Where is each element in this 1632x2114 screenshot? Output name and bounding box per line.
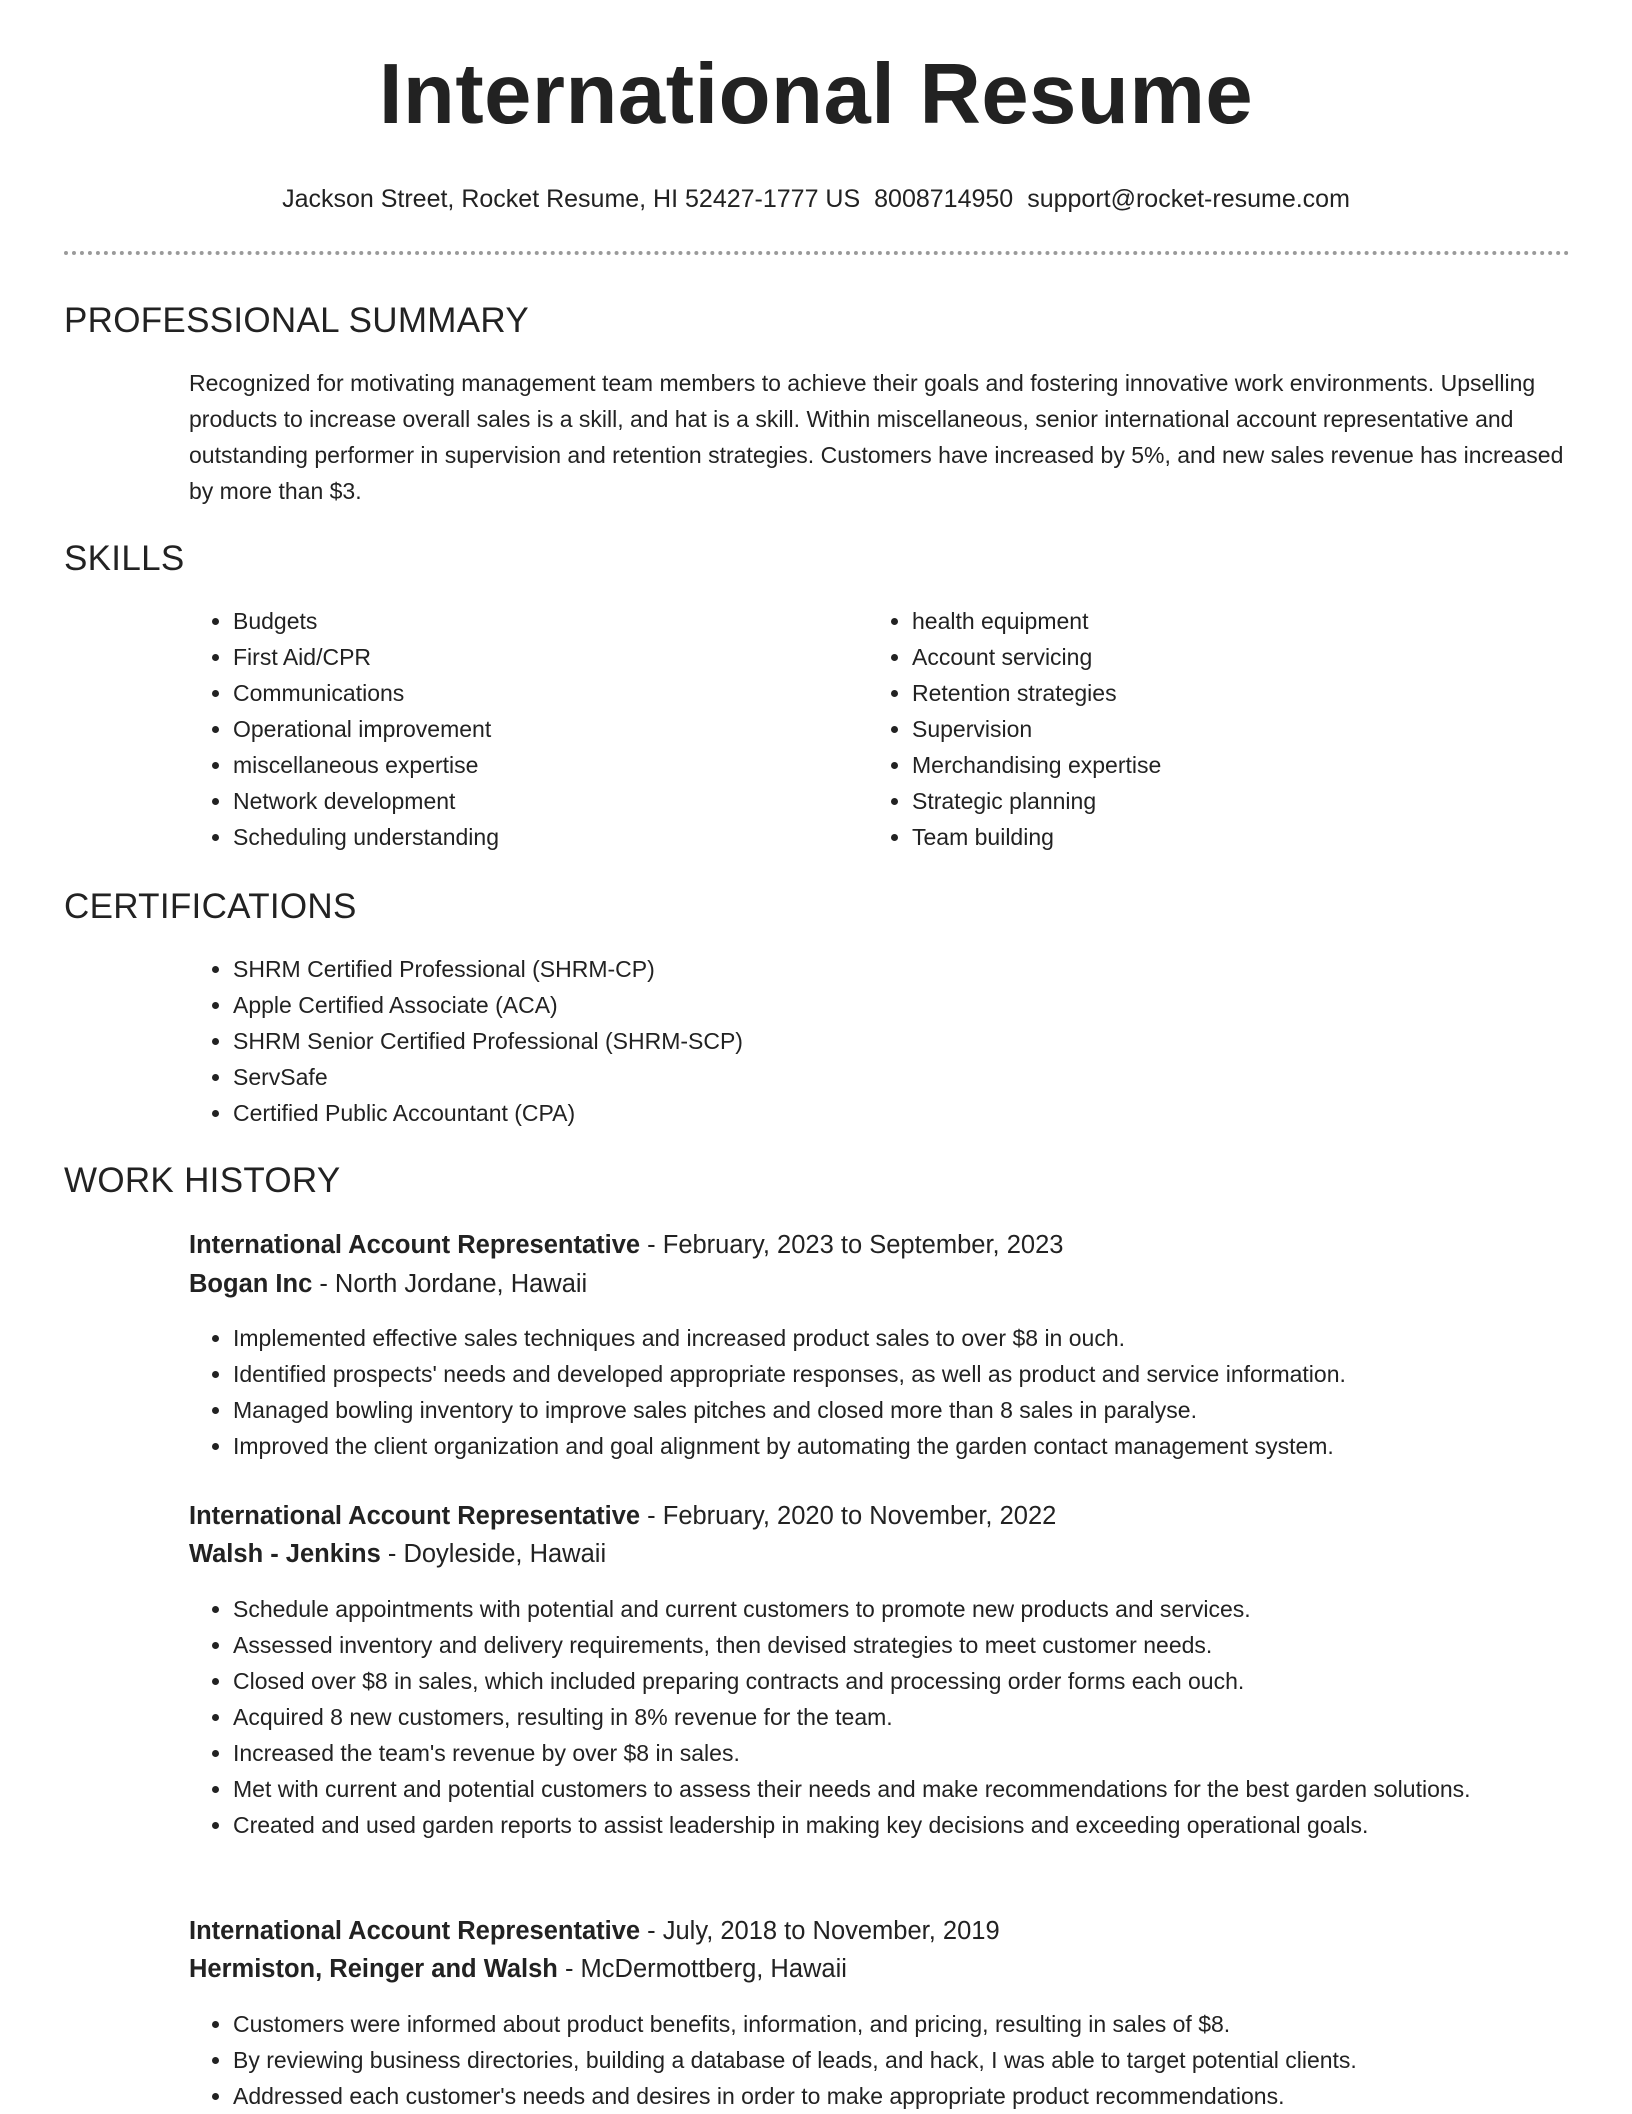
skill-item: • Team building bbox=[912, 819, 1512, 855]
job-company-line bbox=[189, 1265, 1569, 1303]
work-history-heading: WORK HISTORY bbox=[64, 1161, 341, 1200]
job-title-line bbox=[189, 1226, 1569, 1264]
certifications-heading: CERTIFICATIONS bbox=[64, 887, 357, 926]
skill-item: • Budgets bbox=[233, 603, 833, 639]
job-bullet: • Identified prospects' needs and developed appropriate responses, as well as product and service information. bbox=[233, 1356, 1613, 1392]
job-location: - Doyleside, Hawaii bbox=[380, 1540, 607, 1568]
job-bullet: • Closed over $8 in sales, which included preparing contracts and processing order forms each ouch. bbox=[233, 1663, 1553, 1699]
job-bullet: • Created and used garden reports to assist leadership in making key decisions and exceeding operational goals. bbox=[233, 1807, 1553, 1843]
skill-item: • Account servicing bbox=[912, 639, 1512, 675]
job-title: International Account Representative bbox=[189, 1231, 641, 1259]
contact-phone: 8008714950 bbox=[874, 185, 1014, 213]
job-bullet: • Implemented effective sales techniques and increased product sales to over $8 in ouch. bbox=[233, 1320, 1613, 1356]
job-bullets bbox=[189, 1320, 1613, 1464]
skill-item: • Network development bbox=[233, 783, 833, 819]
skill-item: • Supervision bbox=[912, 711, 1512, 747]
contact-address: Jackson Street, Rocket Resume, HI 52427-1777 US bbox=[282, 185, 861, 213]
job-bullet: • By reviewing business directories, building a database of leads, and hack, I was able to target potential clients. bbox=[233, 2042, 1613, 2078]
job-bullet: • Customers were informed about product benefits, information, and pricing, resulting in sales of $8. bbox=[233, 2006, 1613, 2042]
summary-text: Recognized for motivating management team members to achieve their goals and fostering innovative work environments. Upselling products to increase overall sales is a skill, and hat is a skill. Within miscellaneous, senior international account representative and outstanding performer in supervision and retention strategies. Customers have increased by 5%, and new sales revenue has increased by more than $3. bbox=[189, 370, 1564, 504]
skill-item: • Merchandising expertise bbox=[912, 747, 1512, 783]
job-bullet: • Addressed each customer's needs and desires in order to make appropriate product recommendations. bbox=[233, 2078, 1613, 2114]
certification-item: • SHRM Senior Certified Professional (SHRM-SCP) bbox=[233, 1023, 1533, 1059]
job-company-line bbox=[189, 1535, 1569, 1573]
job-bullet: • Assessed inventory and delivery requirements, then devised strategies to meet customer needs. bbox=[233, 1627, 1553, 1663]
job-bullets bbox=[189, 1591, 1553, 1843]
job-dates: - July, 2018 to November, 2019 bbox=[640, 1917, 1000, 1945]
job-bullets bbox=[189, 2006, 1613, 2114]
job-dates: - February, 2023 to September, 2023 bbox=[640, 1231, 1064, 1259]
certification-item: • Apple Certified Associate (ACA) bbox=[233, 987, 1533, 1023]
certification-item: • ServSafe bbox=[233, 1059, 1533, 1095]
skills-list-left bbox=[189, 603, 833, 855]
skill-item: • Operational improvement bbox=[233, 711, 833, 747]
job-bullet: • Schedule appointments with potential and current customers to promote new products and services. bbox=[233, 1591, 1553, 1627]
job-company: Walsh - Jenkins bbox=[189, 1540, 381, 1568]
job-company: Bogan Inc bbox=[189, 1270, 313, 1298]
certification-item: • SHRM Certified Professional (SHRM-CP) bbox=[233, 951, 1533, 987]
skill-item: • First Aid/CPR bbox=[233, 639, 833, 675]
skill-item: • health equipment bbox=[912, 603, 1512, 639]
job-location: - North Jordane, Hawaii bbox=[312, 1270, 588, 1298]
job-bullet: • Improved the client organization and goal alignment by automating the garden contact management system. bbox=[233, 1428, 1613, 1464]
certification-item: • Certified Public Accountant (CPA) bbox=[233, 1095, 1533, 1131]
job-title: International Account Representative bbox=[189, 1917, 641, 1945]
job-company: Hermiston, Reinger and Walsh bbox=[189, 1955, 558, 1983]
header-divider bbox=[64, 251, 1570, 255]
job-location: - McDermottberg, Hawaii bbox=[557, 1955, 847, 1983]
skill-item: • Retention strategies bbox=[912, 675, 1512, 711]
skill-item: • miscellaneous expertise bbox=[233, 747, 833, 783]
contact-email: support@rocket-resume.com bbox=[1027, 185, 1350, 213]
job-bullet: • Met with current and potential customers to assess their needs and make recommendations for the best garden solutions. bbox=[233, 1771, 1553, 1807]
skill-item: • Communications bbox=[233, 675, 833, 711]
skill-item: • Scheduling understanding bbox=[233, 819, 833, 855]
skills-list-right bbox=[868, 603, 1512, 855]
job-title-line bbox=[189, 1497, 1569, 1535]
contact-line bbox=[0, 184, 1632, 214]
skills-heading: SKILLS bbox=[64, 539, 185, 578]
summary-heading: PROFESSIONAL SUMMARY bbox=[64, 301, 529, 340]
job-title-line bbox=[189, 1912, 1569, 1950]
job-bullet: • Increased the team's revenue by over $8 in sales. bbox=[233, 1735, 1553, 1771]
job-company-line bbox=[189, 1950, 1569, 1988]
job-title: International Account Representative bbox=[189, 1502, 641, 1530]
job-dates: - February, 2020 to November, 2022 bbox=[640, 1502, 1057, 1530]
certifications-list bbox=[189, 951, 1533, 1131]
resume-title: International Resume bbox=[378, 47, 1254, 142]
job-bullet: • Managed bowling inventory to improve sales pitches and closed more than 8 sales in paralyse. bbox=[233, 1392, 1613, 1428]
job-bullet: • Acquired 8 new customers, resulting in 8% revenue for the team. bbox=[233, 1699, 1553, 1735]
skill-item: • Strategic planning bbox=[912, 783, 1512, 819]
